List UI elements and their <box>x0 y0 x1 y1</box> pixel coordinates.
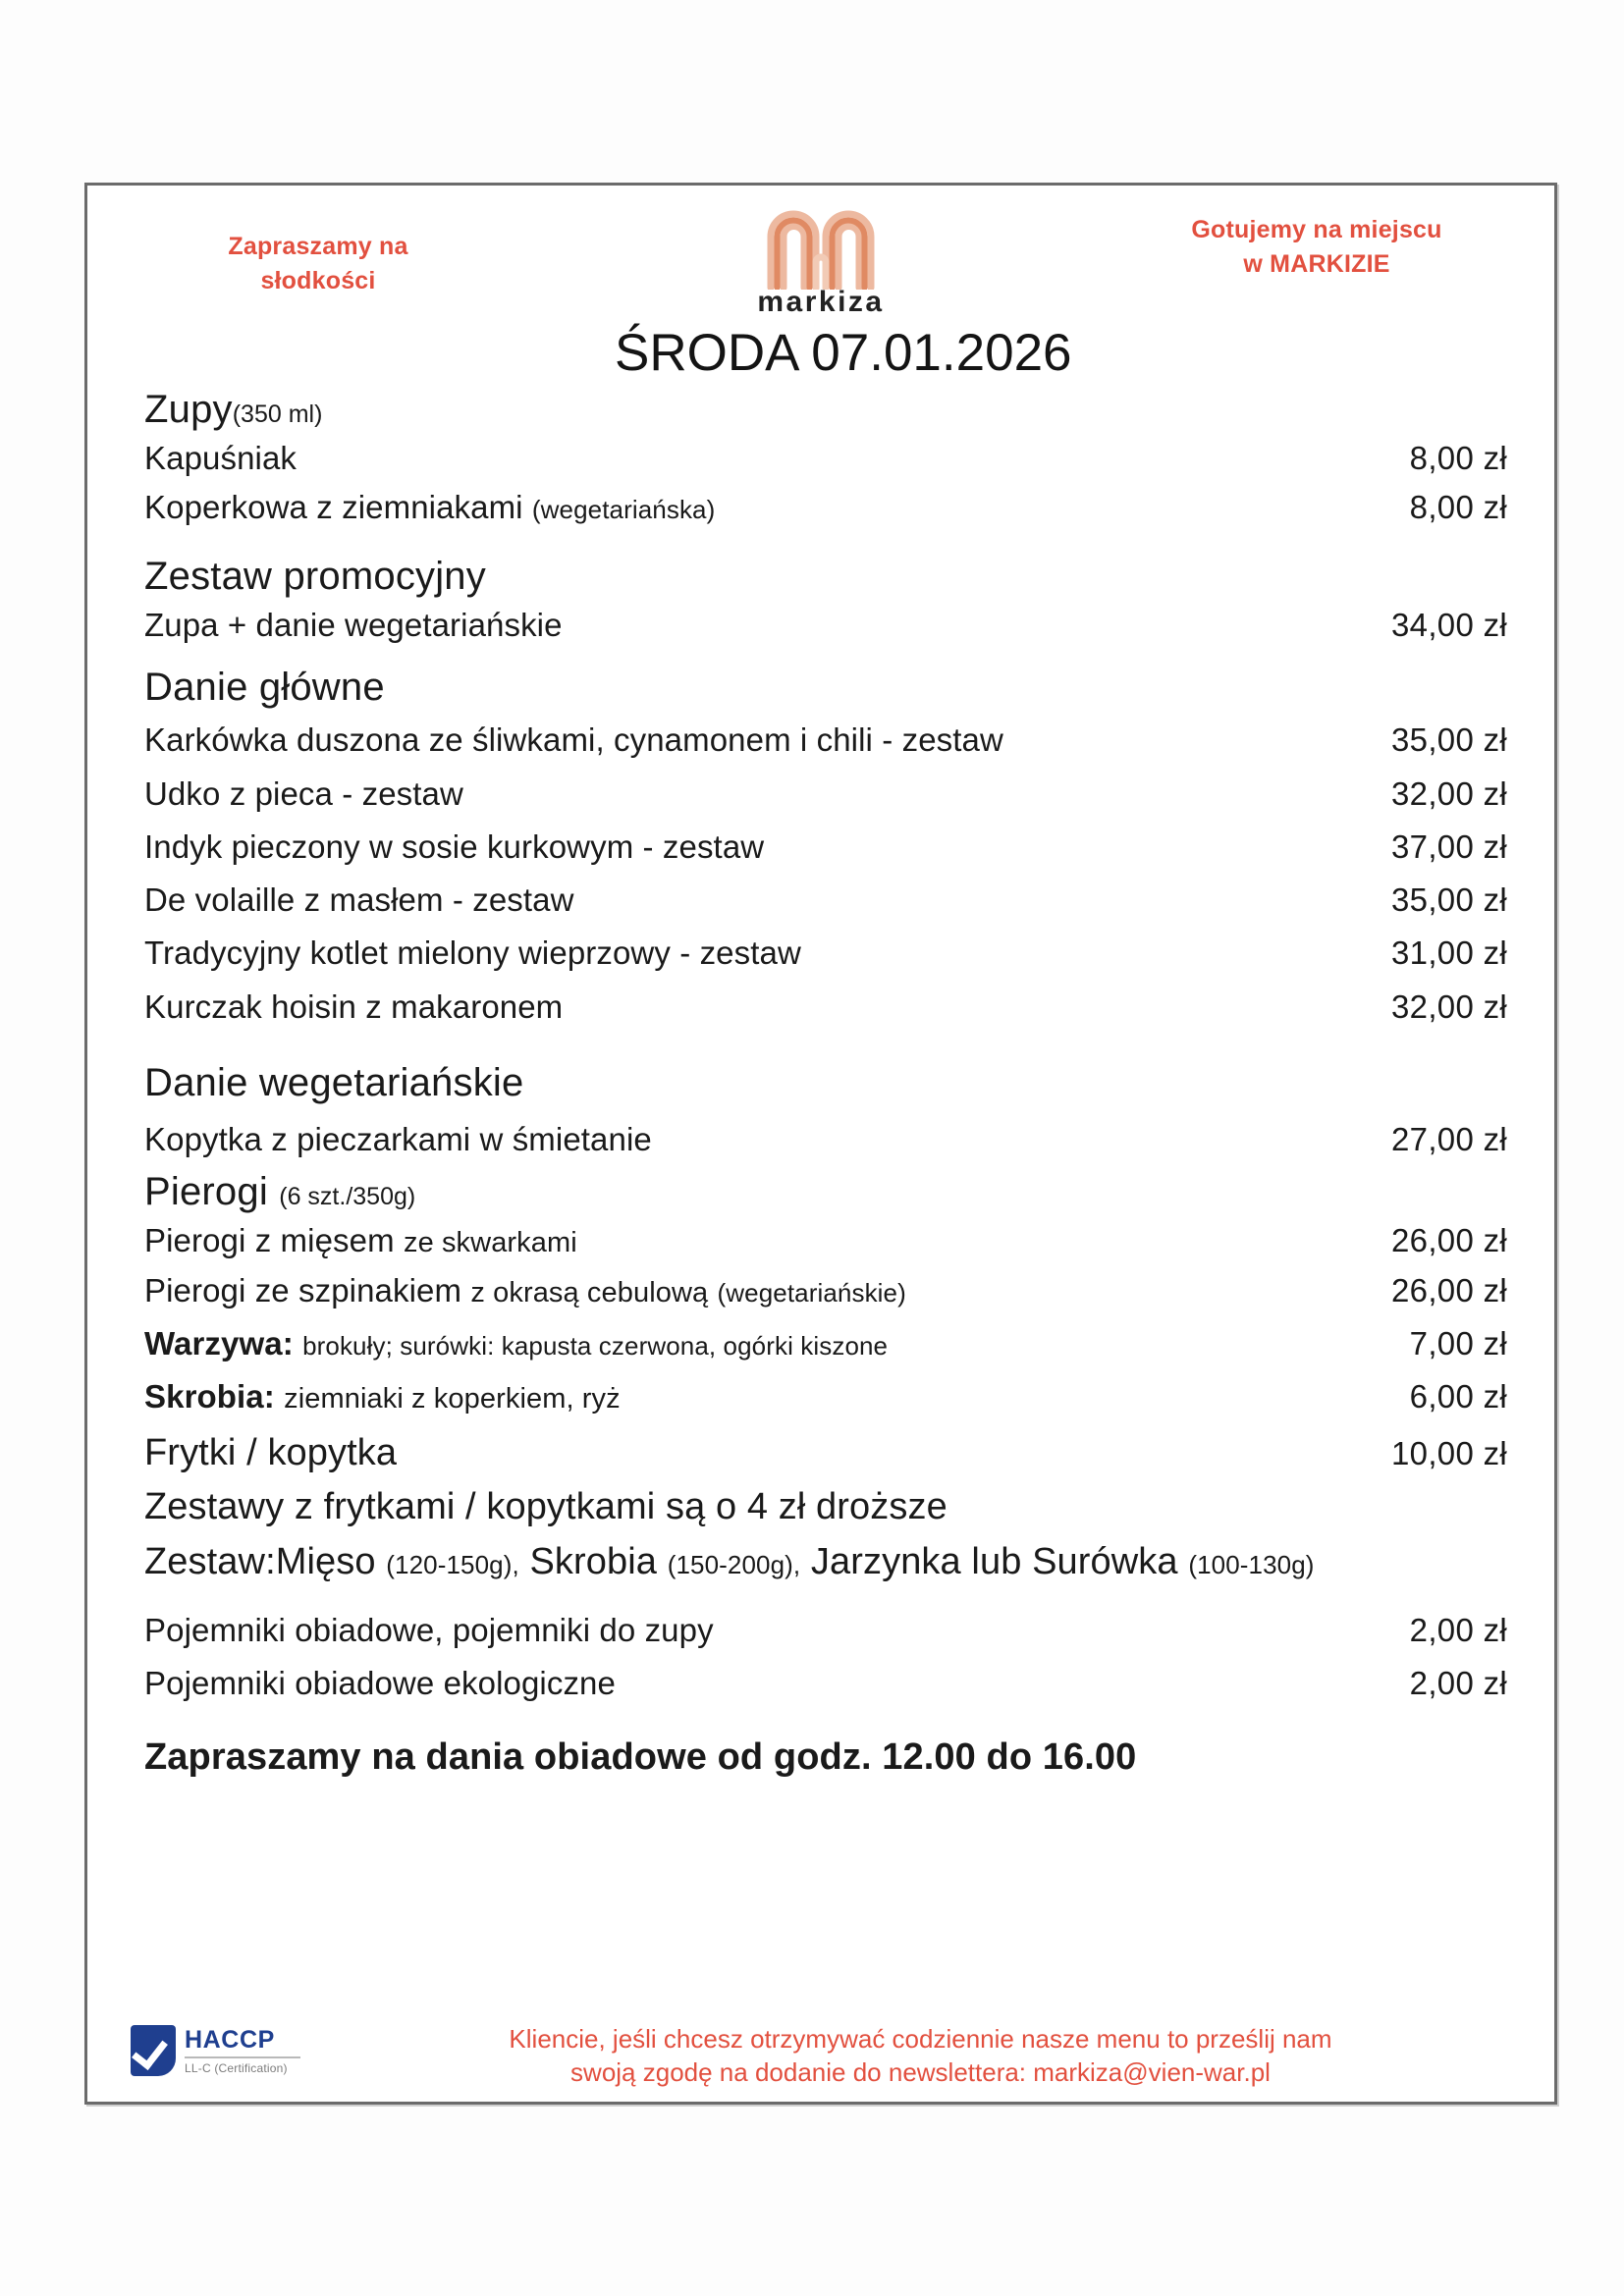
newsletter-line-1: Kliencie, jeśli chcesz otrzymywać codziennie nasze menu to prześlij nam <box>509 2024 1332 2055</box>
promo-left-text <box>176 230 460 297</box>
menu-row-main-6 <box>144 988 1507 1027</box>
pierogi-1-price: 26,00 zł <box>1391 1222 1507 1259</box>
menu-row-main-4 <box>144 881 1507 920</box>
main-1-price: 35,00 zł <box>1391 721 1507 759</box>
starch-label: Skrobia: <box>144 1378 275 1415</box>
menu-row-starch <box>144 1377 1507 1416</box>
vegetables-price: 7,00 zł <box>1409 1325 1507 1362</box>
menu-date-title: ŚRODA 07.01.2026 <box>615 324 1072 382</box>
soup-1-name: Kapuśniak <box>144 440 298 477</box>
closing-hours-notice: Zapraszamy na dania obiadowe od godz. 12.00 do 16.00 <box>144 1736 1137 1779</box>
menu-row-main-3 <box>144 828 1507 867</box>
promo-right-text <box>1140 213 1493 281</box>
menu-row-soup-2 <box>144 488 1507 527</box>
menu-row-container-2 <box>144 1664 1507 1703</box>
promo-right-line-1: Gotujemy na miejscu <box>1191 216 1442 243</box>
vegetarian-1-price: 27,00 zł <box>1391 1121 1507 1157</box>
main-3-price: 37,00 zł <box>1391 828 1507 865</box>
vegetarian-1-name: Kopytka z pieczarkami w śmietanie <box>144 1121 652 1157</box>
menu-row-promo-set-1 <box>144 606 1507 645</box>
brand-block <box>615 203 1072 383</box>
starch-note: ziemniaki z koperkiem, ryż <box>284 1383 621 1415</box>
menu-row-pierogi-2 <box>144 1271 1507 1310</box>
menu-body <box>87 387 1554 1779</box>
markiza-m-logo-icon <box>761 203 881 290</box>
container-2-price: 2,00 zł <box>1409 1664 1507 1701</box>
set-composition-meat-weight: (120-150g), <box>386 1550 519 1579</box>
container-2-name: Pojemniki obiadowe ekologiczne <box>144 1664 616 1701</box>
main-3-name: Indyk pieczony w sosie kurkowym - zestaw <box>144 828 765 865</box>
fries-label: Frytki / kopytka <box>144 1431 398 1473</box>
soup-2-note: (wegetariańska) <box>531 495 716 525</box>
main-5-price: 31,00 zł <box>1391 934 1507 972</box>
menu-row-main-5 <box>144 934 1507 973</box>
main-5-name: Tradycyjny kotlet mielony wieprzowy - zestaw <box>144 934 801 972</box>
menu-row-pierogi-1 <box>144 1221 1507 1260</box>
haccp-text-block <box>185 2025 300 2075</box>
main-1-name: Karkówka duszona ze śliwkami, cynamonem i chili - zestaw <box>144 721 1003 759</box>
main-6-name: Kurczak hoisin z makaronem <box>144 988 564 1025</box>
haccp-title: HACCP <box>185 2025 275 2054</box>
soup-2-price: 8,00 zł <box>1409 489 1507 526</box>
promo-left-line-1: Zapraszamy na <box>228 233 408 260</box>
promo-set-1-name: Zupa + danie wegetariańskie <box>144 606 563 643</box>
menu-row-main-1 <box>144 721 1507 760</box>
set-composition-starch: Skrobia <box>529 1541 658 1582</box>
main-6-price: 32,00 zł <box>1391 988 1507 1025</box>
haccp-subtitle: LL-C (Certification) <box>185 2060 288 2075</box>
vegetables-label: Warzywa: <box>144 1325 294 1362</box>
menu-header <box>87 186 1554 387</box>
set-composition-meat: Zestaw:Mięso <box>144 1541 376 1582</box>
surcharge-notice: Zestawy z frytkami / kopytkami są o 4 zł droższe <box>144 1486 947 1528</box>
promo-set-1-price: 34,00 zł <box>1391 606 1507 643</box>
menu-row-fries <box>144 1431 1507 1476</box>
haccp-divider <box>185 2056 300 2058</box>
brand-wordmark: markiza <box>757 286 885 318</box>
main-2-name: Udko z pieca - zestaw <box>144 774 463 812</box>
section-heading-vegetarian: Danie wegetariańskie <box>144 1060 524 1104</box>
soups-heading-label: Zupy <box>144 388 233 431</box>
section-heading-pierogi <box>144 1169 1507 1215</box>
pierogi-1-name: Pierogi z mięsem <box>144 1222 395 1259</box>
soups-heading-qty: (350 ml) <box>232 400 323 428</box>
menu-row-main-2 <box>144 774 1507 814</box>
promo-right-line-2: w MARKIZIE <box>1243 249 1390 278</box>
menu-row-container-1 <box>144 1611 1507 1650</box>
pierogi-2-price: 26,00 zł <box>1391 1271 1507 1308</box>
set-composition-starch-weight: (150-200g), <box>667 1550 801 1579</box>
soup-1-price: 8,00 zł <box>1409 440 1507 477</box>
container-1-name: Pojemniki obiadowe, pojemniki do zupy <box>144 1611 714 1648</box>
vegetables-note: brokuły; surówki: kapusta czerwona, ogórki kiszone <box>302 1331 889 1362</box>
soup-2-name: Koperkowa z ziemniakami <box>144 489 523 526</box>
pierogi-2-note: z okrasą cebulową <box>470 1276 709 1308</box>
section-heading-main-dishes: Danie główne <box>144 666 385 710</box>
menu-frame <box>84 183 1557 2105</box>
main-4-price: 35,00 zł <box>1391 881 1507 919</box>
section-heading-soups <box>144 387 1507 433</box>
main-4-name: De volaille z masłem - zestaw <box>144 881 574 919</box>
newsletter-line-2: swoją zgodę na dodanie do newslettera: markiza@vien-war.pl <box>570 2057 1271 2088</box>
set-composition-veg-weight: (100-130g) <box>1188 1550 1315 1579</box>
pierogi-2-name: Pierogi ze szpinakiem <box>144 1271 462 1308</box>
starch-price: 6,00 zł <box>1409 1378 1507 1415</box>
pierogi-1-note: ze skwarkami <box>403 1227 577 1259</box>
haccp-check-badge-icon <box>131 2025 176 2076</box>
pierogi-heading-label: Pierogi <box>144 1170 268 1214</box>
set-composition-notice <box>144 1540 1507 1585</box>
section-heading-promo-set: Zestaw promocyjny <box>144 554 486 598</box>
container-1-price: 2,00 zł <box>1409 1611 1507 1648</box>
pierogi-heading-qty: (6 szt./350g) <box>279 1183 416 1211</box>
newsletter-notice <box>300 2019 1515 2090</box>
menu-row-vegetarian-1 <box>144 1120 1507 1159</box>
pierogi-2-note2: (wegetariańskie) <box>717 1277 906 1308</box>
main-2-price: 32,00 zł <box>1391 774 1507 812</box>
menu-row-vegetables <box>144 1324 1507 1363</box>
set-composition-veg: Jarzynka lub Surówka <box>810 1541 1178 1582</box>
promo-left-line-2: słodkości <box>260 266 376 294</box>
menu-footer <box>87 2019 1554 2090</box>
fries-price: 10,00 zł <box>1391 1434 1507 1471</box>
menu-row-soup-1 <box>144 439 1507 478</box>
haccp-certification-block <box>131 2025 300 2076</box>
